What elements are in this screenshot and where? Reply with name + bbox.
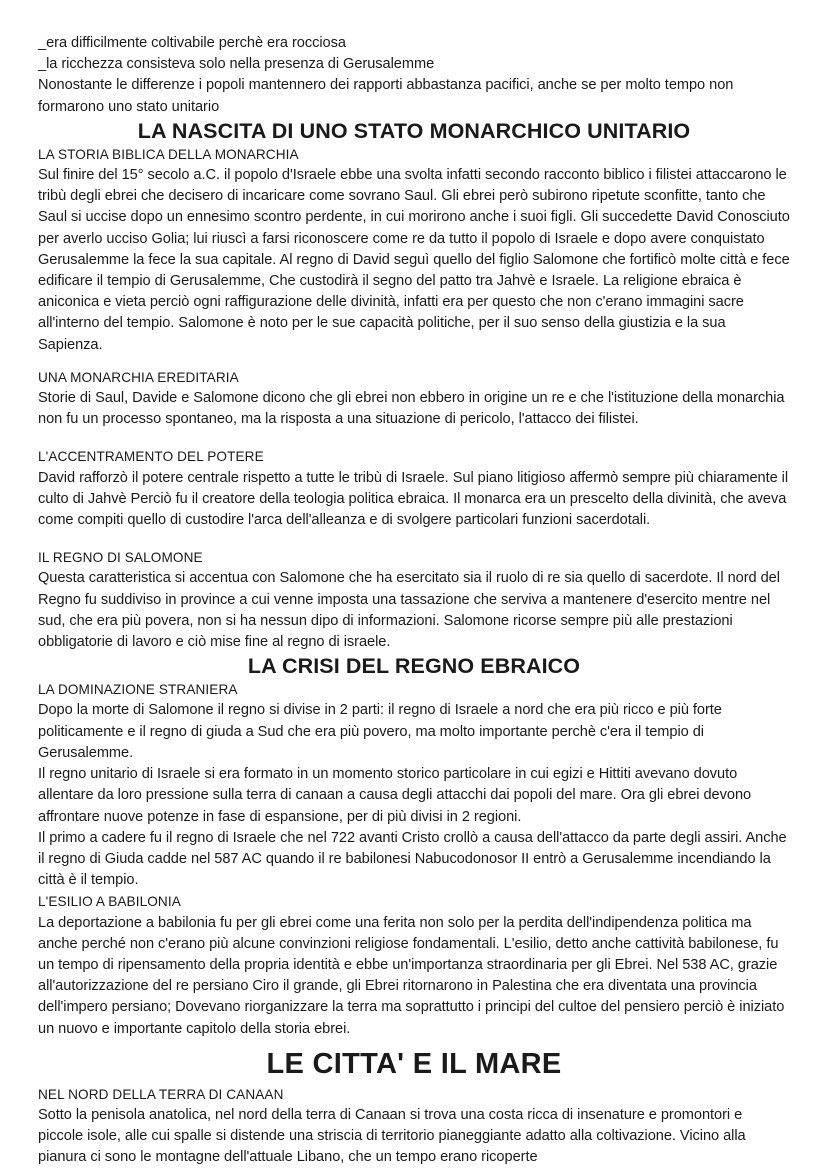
paragraph-il-regno-di-salomone: Questa caratteristica si accentua con Salomone che ha esercitato sia il ruolo di re sia quello di sacerdote. Il nord del Regno fu suddiviso in province a cui venne imposta una tassazione che serviva a mantenere d'esercito mentre nel sud, che era più povera, non si ha nessun dipo di informazioni. Salomone ricorse sempre più alle prestazioni obbligatorie di lavoro e ciò mise fine al regno di israele. <box>38 570 780 651</box>
paragraph-dominazione-straniera-3: Il primo a cadere fu il regno di Israele che nel 722 avanti Cristo crollò a causa dell'attacco da parte degli assiri. Anche il regno di Giuda cadde nel 587 AC quando il re babilonesi Nabucodonosor II entrò a Gerusalemme incendiando la città è il tempio. <box>38 829 787 889</box>
section-title-crisi-regno-ebraico: LA CRISI DEL REGNO EBRAICO <box>247 654 581 679</box>
paragraph-dominazione-straniera-2: Il regno unitario di Israele si era formato in un momento storico particolare in cui egizi e Hittiti avevano dovuto allentare da loro pressione sulla terra di canaan a causa degli attacchi dai popoli del mare. Ora gli ebrei devono affrontare nuove potenze in fase di espansione, per di più divisi in 2 regioni. <box>38 766 752 825</box>
subheading-la-dominazione-straniera: LA DOMINAZIONE STRANIERA <box>38 682 238 698</box>
intro-line-2: _la ricchezza consisteva solo nella presenza di Gerusalemme <box>38 56 435 73</box>
paragraph-la-storia-biblica-della-monarchia: Sul finire del 15° secolo a.C. il popolo d'Israele ebbe una svolta infatti secondo racconto biblico i filistei attaccarono le tribù degli ebrei che decisero di incaricare come sovrano Saul. Gli ebrei però subirono ripetute sconfitte, tanto che Saul si uccise dopo un ennesimo scontro perdente, in cui morirono anche i suoi figli. Gli succedette David Conosciuto per averlo ucciso Golia; lui riuscì a farsi riconoscere come re da tutto il popolo di Israele e dopo avere conquistato Gerusalemme la fece la sua capitale. Al regno di David seguì quello del figlio Salomone che fortificò molte città e fece edificare il tempio di Gerusalemme, Che custodirà il segno del patto tra Jahvè e Israele. La religione ebraica è aniconica e vieta perciò ogni raffigurazione delle divinità, infatti era per questo che non c'erano immagini sacre all'interno del tempio. Salomone è noto per le sue capacità politiche, per il suo senso della giustizia e la sua Sapienza. <box>38 167 790 353</box>
subheading-accentramento-del-potere: L'ACCENTRAMENTO DEL POTERE <box>38 449 264 465</box>
paragraph-esilio-a-babilonia: La deportazione a babilonia fu per gli ebrei come una ferita non solo per la perdita dell'indipendenza politica ma anche perché non c'erano più alcune convinzioni religiose fondamentali. L'esilio, detto anche cattività babilonese, fu un tempo di ripensamento della propria identità e ebbe un'importanza straordinaria per gli Ebrei. Nel 538 AC, grazie all'autorizzazione del re persiano Ciro il grande, gli Ebrei ritornarono in Palestina che era diventata una provincia dell'impero persiano; Dovevano riorganizzare la terra ma soprattutto i principi del cultoe del pensiero perciò è iniziato un nuovo e importante capitolo della storia ebrei. <box>38 914 785 1037</box>
paragraph-dominazione-straniera-1: Dopo la morte di Salomone il regno si divise in 2 parti: il regno di Israele a nord che era più ricco e più forte politicamente e il regno di giuda a Sud che era più povero, ma molto importante perchè c'era il tempio di Gerusalemme. <box>38 702 722 761</box>
block-spacer <box>38 356 790 367</box>
document-body <box>38 33 790 1169</box>
subheading-la-storia-biblica-della-monarchia: LA STORIA BIBLICA DELLA MONARCHIA <box>38 146 299 162</box>
paragraph-nel-nord-della-terra-di-canaan: Sotto la penisola anatolica, nel nord della terra di Canaan si trova una costa ricca di insenature e promontori e piccole isole, alle cui spalle si distende una striscia di territorio pianeggiante adatto alla coltivazione. Vicino alla pianura ci sono le montagne dell'attuale Libano, che un tempo erano ricoperte <box>38 1106 746 1166</box>
intro-line-1: _era difficilmente coltivabile perchè era rocciosa <box>38 35 346 51</box>
block-spacer <box>38 531 790 547</box>
paragraph-una-monarchia-ereditaria: Storie di Saul, Davide e Salomone dicono che gli ebrei non ebbero in origine un re e che l'istituzione della monarchia non fu un processo spontaneo, ma la risposta a una situazione di pericolo, l'attacco dei filistei. <box>38 390 785 428</box>
subheading-nel-nord-della-terra-di-canaan: NEL NORD DELLA TERRA DI CANAAN <box>38 1086 284 1102</box>
block-spacer <box>38 430 790 446</box>
intro-line-3: Nonostante le differenze i popoli mantennero dei rapporti abbastanza pacifici, anche se per molto tempo non formarono uno stato unitario <box>38 77 734 115</box>
section-title-le-citta-e-il-mare: LE CITTA' E IL MARE <box>266 1047 562 1080</box>
subheading-esilio-a-babilonia: L'ESILIO A BABILONIA <box>38 894 181 910</box>
paragraph-accentramento-del-potere: David rafforzò il potere centrale rispetto a tutte le tribù di Israele. Sul piano litigioso affermò sempre più chiaramente il culto di Jahvè Perciò fu il creatore della teologia politica ebraica. Il monarca era un prescelto della divinità, che aveva come compiti quello di custodire l'arca dell'alleanza e di svolgere particolari funzioni sacerdotali. <box>38 469 789 529</box>
section-title-nascita-stato-monarchico: LA NASCITA DI UNO STATO MONARCHICO UNITARIO <box>137 118 691 143</box>
subheading-una-monarchia-ereditaria: UNA MONARCHIA EREDITARIA <box>38 369 239 385</box>
subheading-il-regno-di-salomone: IL REGNO DI SALOMONE <box>38 550 203 566</box>
